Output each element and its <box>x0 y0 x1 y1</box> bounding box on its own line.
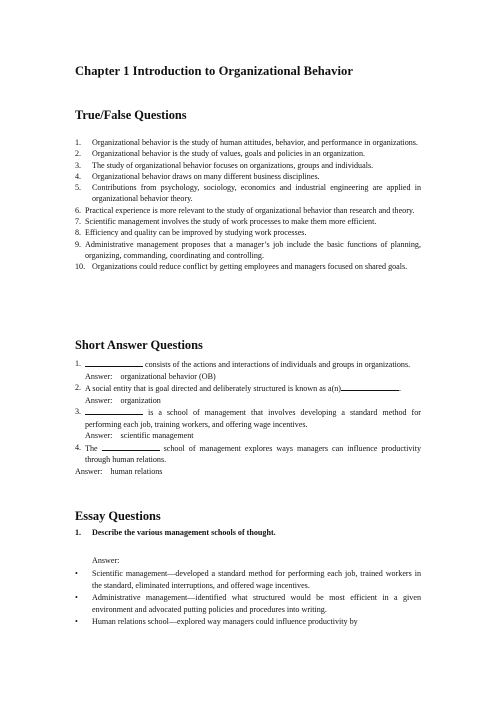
essay-question <box>75 528 276 537</box>
sa-question <box>75 358 421 371</box>
tf-text: Organizational behavior draws on many different business disciplines. <box>92 171 320 181</box>
sa-text-after: school of management explores ways managers can influence productivity through human relations. <box>85 443 422 464</box>
tf-text: Organizational behavior is the study of human attitudes, behavior, and performance in organizations. <box>92 138 418 147</box>
tf-number: 1. <box>75 138 82 147</box>
tf-text: Scientific management involves the study of work processes to make them more efficient. <box>85 217 377 227</box>
tf-text: Administrative management proposes that a manager’s job include the basic functions of planning, organizing, commanding, coordinating and controlling. <box>85 239 421 260</box>
sa-answer: Answer: organization <box>85 395 161 405</box>
essay-answer-item <box>75 568 421 591</box>
bullet-icon: • <box>75 593 78 603</box>
tf-number: 5. <box>75 183 82 193</box>
true-false-heading: True/False Questions <box>75 108 187 122</box>
sa-text-before: A social entity that is goal directed and deliberately structured is known as a(n) <box>85 384 342 393</box>
answer-blank <box>85 358 143 367</box>
answer-blank <box>102 442 160 451</box>
sa-question <box>75 406 421 430</box>
sa-text-after: consists of the actions and interactions of individuals and groups in organizations. <box>143 360 411 369</box>
essay-answer-text: Administrative management—identified what structured would be most efficient in a given environment and advocated putting policies and procedures into writing. <box>92 593 421 614</box>
essay-heading: Essay Questions <box>75 509 161 523</box>
tf-text: Efficiency and quality can be improved by studying work processes. <box>85 228 307 238</box>
tf-question <box>75 160 421 171</box>
short-answer-heading: Short Answer Questions <box>75 338 203 352</box>
essay-number: 1. <box>75 528 82 537</box>
sa-number: 2. <box>75 383 82 392</box>
tf-question <box>75 182 421 205</box>
sa-answer: Answer: organizational behavior (OB) <box>85 371 216 381</box>
tf-question <box>75 171 421 182</box>
tf-text: The study of organizational behavior focuses on organizations, groups and individuals. <box>92 160 374 170</box>
essay-answer-item <box>75 616 421 628</box>
chapter-title: Chapter 1 Introduction to Organizational Behavior <box>75 64 354 78</box>
tf-number: 2. <box>75 149 82 159</box>
tf-text: Organizations could reduce conflict by getting employees and managers focused on shared goals. <box>92 262 408 272</box>
tf-question <box>75 261 421 272</box>
sa-number: 3. <box>75 407 82 416</box>
short-answer-list <box>75 358 421 477</box>
essay-answer-text: Human relations school—explored way managers could influence productivity by <box>92 617 358 627</box>
tf-question <box>75 205 421 216</box>
tf-question <box>75 137 421 148</box>
sa-number: 4. <box>75 442 82 452</box>
tf-number: 8. <box>75 228 82 238</box>
bullet-icon: • <box>75 617 78 627</box>
answer-blank <box>341 382 402 393</box>
tf-text: Contributions from psychology, sociology, economics and industrial engineering are applied in organizational behavior theory. <box>92 183 421 204</box>
tf-number: 7. <box>75 217 82 227</box>
tf-question <box>75 148 421 159</box>
tf-question <box>75 227 421 238</box>
true-false-list <box>75 137 421 273</box>
tf-question <box>75 239 421 262</box>
tf-number: 9. <box>75 239 82 249</box>
sa-answer: Answer: human relations <box>75 466 163 476</box>
sa-question <box>75 382 421 395</box>
bullet-icon: • <box>75 569 78 578</box>
essay-question-text: Describe the various management schools of thought. <box>92 528 276 537</box>
tf-number: 3. <box>75 160 82 170</box>
tf-number: 6. <box>75 205 82 215</box>
tf-number: 4. <box>75 171 82 181</box>
tf-text: Organizational behavior is the study of values, goals and policies in an organization. <box>92 149 366 159</box>
essay-answer-text: Scientific management—developed a standard method for performing each job, trained workers in the standard, eliminated interruptions, and offered wage incentives. <box>92 569 421 590</box>
tf-question <box>75 216 421 227</box>
essay-answer-label: Answer: <box>92 556 120 565</box>
sa-text-before: The <box>85 443 102 453</box>
sa-number: 1. <box>75 359 82 368</box>
essay-answer-list <box>75 568 421 629</box>
essay-answer-item <box>75 592 421 615</box>
sa-text-after: is a school of management that involves developing a standard method for performing each job, training workers, and offering wage incentives. <box>85 408 421 429</box>
sa-question <box>75 442 421 466</box>
answer-blank <box>85 406 143 415</box>
sa-text-after: . <box>399 384 402 393</box>
tf-text: Practical experience is more relevant to the study of organizational behavior than research and theory. <box>85 205 415 215</box>
tf-number: 10. <box>75 262 86 272</box>
sa-answer: Answer: scientific management <box>85 431 194 440</box>
